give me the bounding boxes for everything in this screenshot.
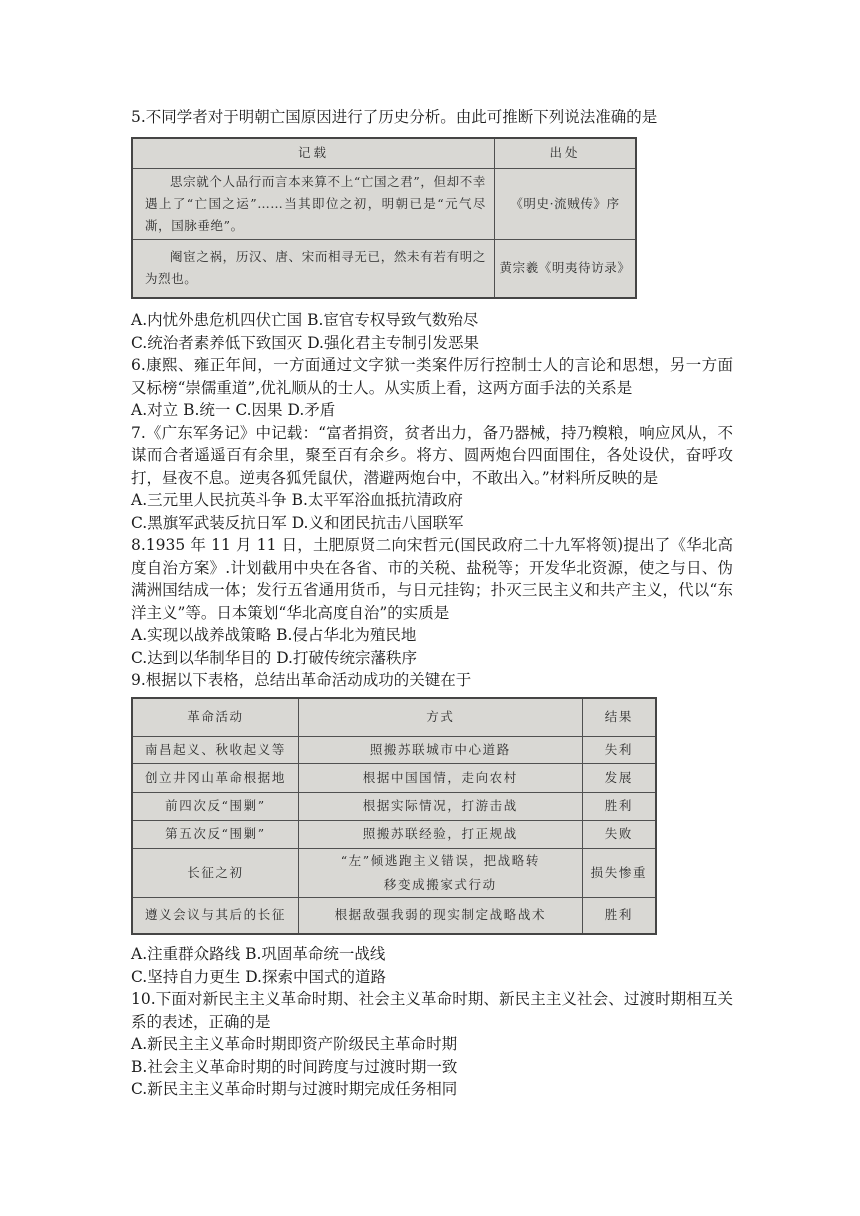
option-a: A.内忧外患危机四伏亡国 — [131, 311, 303, 329]
option-d: D.探索中国式的道路 — [245, 967, 386, 986]
option-a: A.对立 — [131, 401, 179, 419]
question-10 — [131, 988, 733, 1101]
table-cell: 发展 — [582, 763, 656, 792]
table-cell: 根据中国国情，走向农村 — [298, 763, 582, 792]
table-row — [132, 736, 656, 763]
table-cell: 胜利 — [582, 792, 656, 820]
option-b: B.侵占华北为殖民地 — [276, 626, 417, 644]
options-line — [131, 512, 733, 535]
table-cell: 第五次反“围剿” — [132, 820, 298, 848]
option-a: A.新民主主义革命时期即资产阶级民主革命时期 — [131, 1035, 458, 1053]
table-cell: 照搬苏联城市中心道路 — [298, 736, 582, 763]
question-stem: 7.《广东军务记》中记载：“富者捐资，贫者出力，备乃器械，持乃糗粮，响应风从，不谋而合者遥遥百有余里，聚至百有余乡。将方、圆两炮台四面围住，各处设伏，奋呼攻打，昼夜不息。逆夷各狐凭鼠伏，潜避两炮台中，不敢出入。”材料所反映的是 — [131, 423, 733, 487]
records-table — [131, 137, 637, 299]
table-cell: 前四次反“围剿” — [132, 792, 298, 820]
table-header-cell: 革命活动 — [132, 698, 298, 736]
table-header-cell: 记载 — [132, 138, 495, 168]
option-c: C.新民主主义革命时期与过渡时期完成任务相同 — [131, 1080, 458, 1098]
option-c: C.坚持自力更生 — [131, 967, 241, 986]
option-a: A.实现以战养战策略 — [131, 626, 272, 644]
options-line — [131, 647, 733, 670]
table-row — [132, 848, 656, 897]
table-cell: 胜利 — [582, 897, 656, 934]
table-cell — [298, 848, 582, 897]
option-b: B.社会主义革命时期的时间跨度与过渡时期一致 — [131, 1057, 458, 1076]
options-line — [131, 309, 733, 332]
table-cell: 思宗就个人品行而言本来算不上“亡国之君”，但却不幸遇上了“亡国之运”……当其即位之初，明朝已是“元气尽凘，国脉垂绝”。 — [132, 168, 495, 239]
options-line — [131, 399, 733, 422]
table-row — [132, 763, 656, 792]
table-row — [132, 897, 656, 934]
table-cell: 长征之初 — [132, 848, 298, 897]
option-d: D.矛盾 — [287, 401, 336, 419]
options-line — [131, 624, 733, 647]
option-b: B.太平军浴血抵抗清政府 — [291, 491, 463, 509]
question-7 — [131, 422, 733, 535]
table-cell: 遵义会议与其后的长征 — [132, 897, 298, 934]
table-header-cell: 结果 — [582, 698, 656, 736]
question-6 — [131, 354, 733, 422]
options-line — [131, 332, 733, 355]
question-stem: 5.不同学者对于明朝亡国原因进行了历史分析。由此可推断下列说法准确的是 — [131, 108, 658, 126]
option-b: B.统一 — [183, 401, 231, 419]
table-cell: 阉宦之祸，历汉、唐、宋而相寻无已，然未有若有明之为烈也。 — [132, 239, 495, 298]
options-line — [131, 966, 733, 989]
option-d: D.义和团民抗击八国联军 — [291, 513, 464, 532]
option-a: A.三元里人民抗英斗争 — [131, 491, 287, 509]
option-a: A.注重群众路线 — [131, 945, 241, 963]
question-stem: 10.下面对新民主主义革命时期、社会主义革命时期、新民主主义社会、过渡时期相互关系的表述，正确的是 — [131, 990, 733, 1031]
table-cell: 根据敌强我弱的现实制定战略战术 — [298, 897, 582, 934]
table-cell: 根据实际情况，打游击战 — [298, 792, 582, 820]
options-line — [131, 943, 733, 966]
table-cell: 失利 — [582, 736, 656, 763]
table-row — [132, 820, 656, 848]
option-c: C.达到以华制华目的 — [131, 648, 272, 667]
table-cell: 南昌起义、秋收起义等 — [132, 736, 298, 763]
table-cell: 照搬苏联经验，打正规战 — [298, 820, 582, 848]
table-row — [132, 168, 636, 239]
option-b: B.巩固革命统一战线 — [245, 945, 386, 963]
table-cell: 损失惨重 — [582, 848, 656, 897]
table-cell: 创立井冈山革命根据地 — [132, 763, 298, 792]
table-header-cell: 出处 — [495, 138, 636, 168]
table-header-cell: 方式 — [298, 698, 582, 736]
question-5 — [131, 106, 733, 354]
question-stem: 8.1935 年 11 月 11 日，土肥原贤二向宋哲元(国民政府二十九军将领)提出了《华北高度自治方案》.计划截用中央在各省、市的关税、盐税等；开发华北资源，使之与日、伪满洲国结成一体；发行五省通用货币，与日元挂钩；扑灭三民主义和共产主义，代以“东洋主义”等。日本策划“华北高度自治”的实质是 — [131, 536, 733, 622]
table-cell: 《明史·流贼传》序 — [495, 168, 636, 239]
options-line — [131, 489, 733, 512]
option-c: C.因果 — [235, 401, 283, 419]
question-stem: 9.根据以下表格，总结出革命活动成功的关键在于 — [131, 671, 472, 689]
question-stem: 6.康熙、雍正年间，一方面通过文字狱一类案件厉行控制士人的言论和思想，另一方面又标榜“崇儒重道”,优礼顺从的士人。从实质上看，这两方面手法的关系是 — [131, 356, 733, 397]
option-d: D.打破传统宗藩秩序 — [276, 648, 417, 667]
option-c: C.统治者素养低下致国灭 — [131, 333, 303, 352]
table-cell: 失败 — [582, 820, 656, 848]
option-d: D.强化君主专制引发恶果 — [307, 333, 479, 352]
revolution-table — [131, 697, 657, 935]
option-b: B.宦官专权导致气数殆尽 — [307, 311, 479, 329]
option-c: C.黑旗军武装反抗日军 — [131, 513, 287, 532]
table-row — [132, 792, 656, 820]
exam-page — [131, 106, 733, 1101]
question-9 — [131, 669, 733, 988]
question-8 — [131, 534, 733, 669]
table-cell: 黄宗羲《明夷待访录》 — [495, 239, 636, 298]
table-cell-text: “左”倾逃跑主义错误，把战略转移变成搬家式行动 — [340, 852, 540, 892]
table-row — [132, 239, 636, 298]
